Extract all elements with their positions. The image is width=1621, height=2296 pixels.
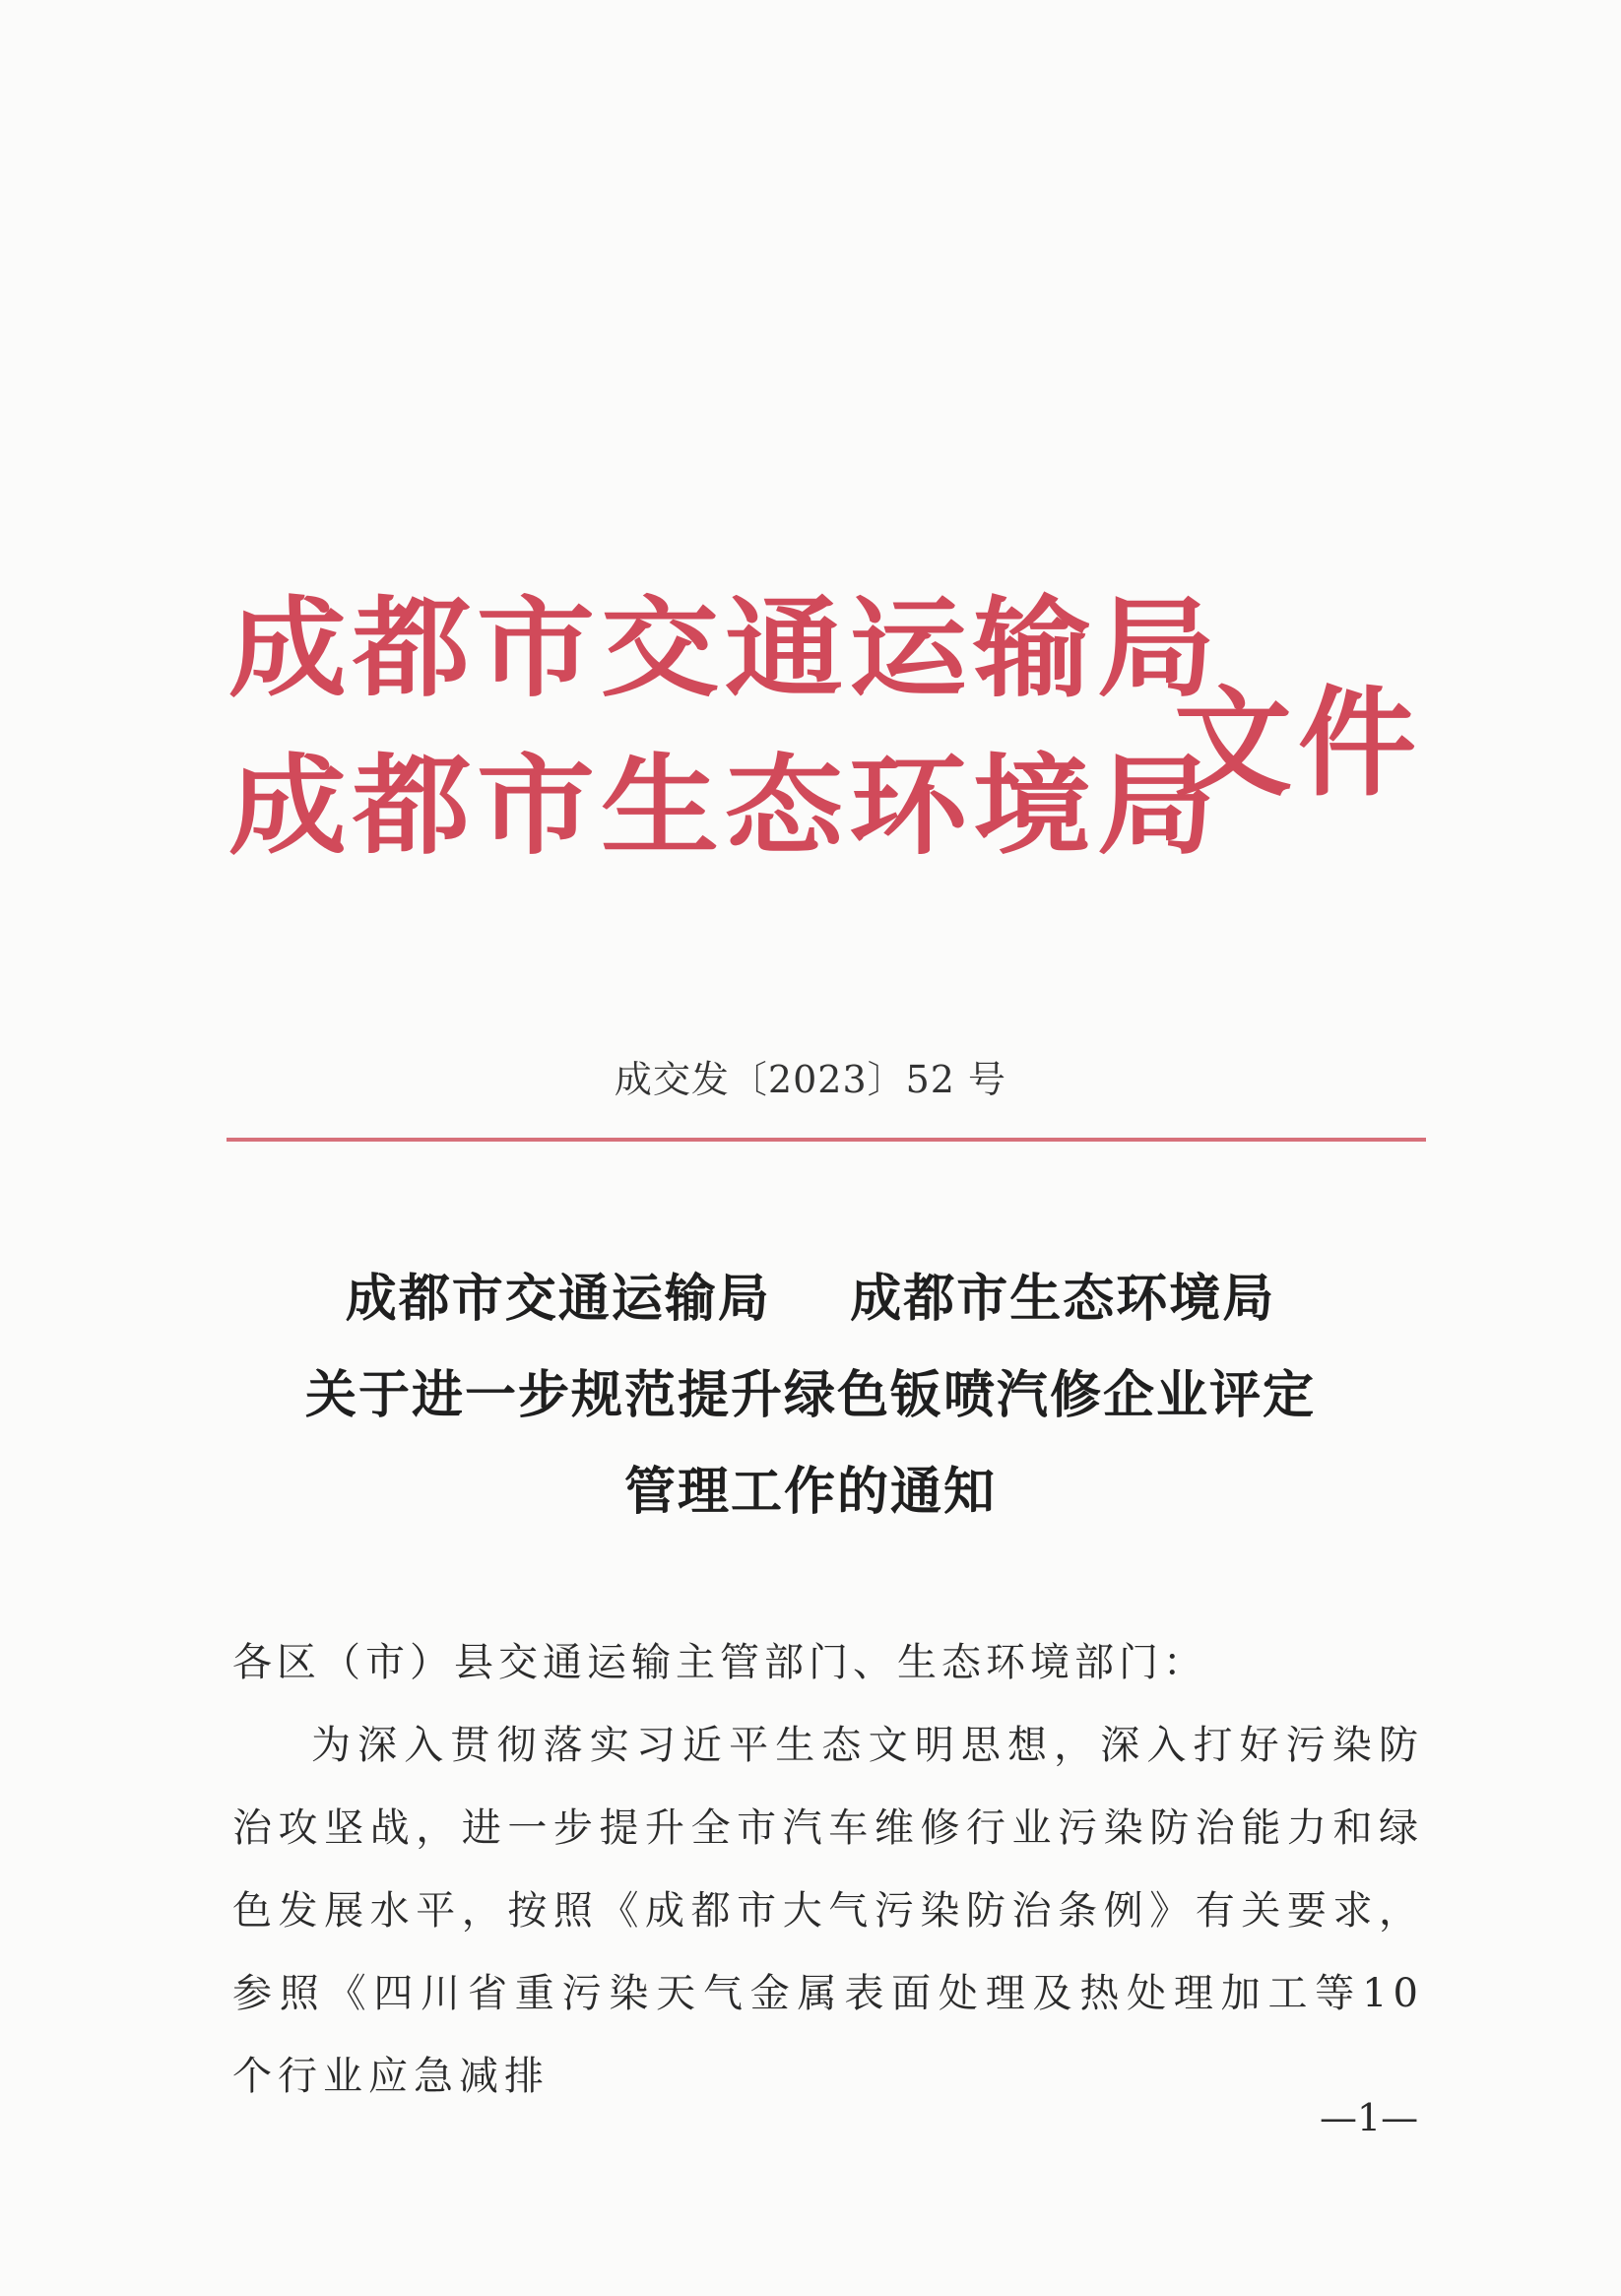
page-number: —1— — [1320, 2096, 1419, 2139]
document-number: 成交发〔2023〕52 号 — [614, 1058, 1007, 1101]
masthead-issuer-ecology: 成都市生态环境局 — [228, 742, 1221, 871]
masthead-suffix: 文件 — [1174, 674, 1422, 813]
masthead-issuer-transport: 成都市交通运输局 — [228, 584, 1221, 713]
salutation: 各区（市）县交通运输主管部门、生态环境部门： — [232, 1640, 1207, 1685]
title-line-3: 管理工作的通知 — [623, 1462, 997, 1522]
document-body — [232, 1621, 1424, 2118]
title-line-2: 关于进一步规范提升绿色钣喷汽修企业评定 — [304, 1365, 1316, 1425]
masthead — [228, 581, 1430, 906]
body-paragraph: 为深入贯彻落实习近平生态文明思想，深入打好污染防治攻坚战，进一步提升全市汽车维修行业污染防治能力和绿色发展水平，按照《成都市大气污染防治条例》有关要求，参照《四川省重污染天气金属表面处理及热处理加工等10个行业应急减排 — [232, 1723, 1424, 2099]
document-title — [0, 1251, 1621, 1541]
title-line-1: 成都市交通运输局 成都市生态环境局 — [345, 1269, 1276, 1329]
red-divider — [227, 1138, 1426, 1142]
